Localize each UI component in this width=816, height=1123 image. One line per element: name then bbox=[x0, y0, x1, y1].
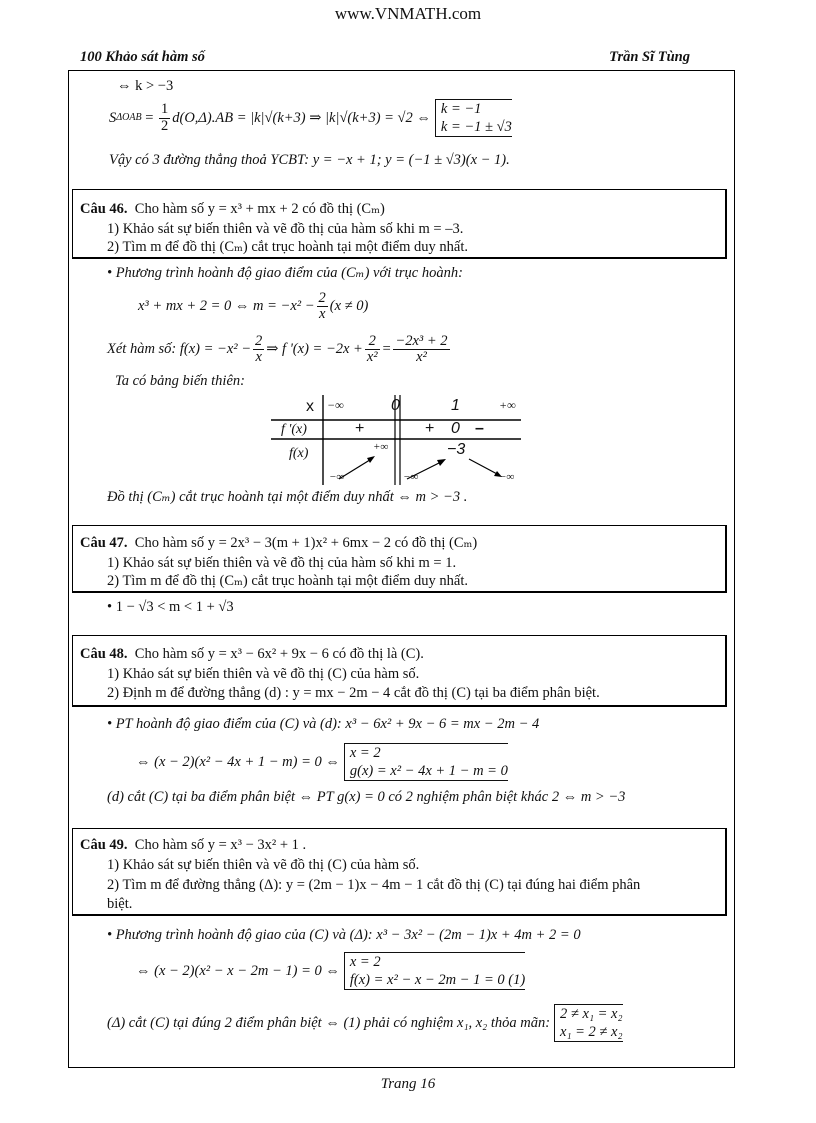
top-cases bbox=[435, 99, 512, 137]
question-46-part-1: 1) Khảo sát sự biến thiên và vẽ đồ thị của hàm số khi m = –3. bbox=[107, 221, 464, 237]
q46-solution-3-c: = bbox=[381, 341, 392, 358]
q46-fraction-a: $\frac{2}{x}$ bbox=[255, 333, 263, 366]
page-number: Trang 16 bbox=[380, 1076, 436, 1092]
question-46-part-2: 2) Tìm m để đồ thị (Cₘ) cắt trục hoành tại một điểm duy nhất. bbox=[107, 239, 468, 255]
question-47-part-1: 1) Khảo sát sự biến thiên và vẽ đồ thị của hàm số khi m = 1. bbox=[107, 555, 457, 571]
q46-solution-1: • Phương trình hoành độ giao điểm của (Cₘ) với trục hoành: bbox=[107, 265, 463, 281]
q46-fraction-b: $\frac{2}{\text{x²}}$ bbox=[366, 333, 378, 366]
fraction-half: $\frac{1}{2}$ bbox=[161, 101, 169, 134]
question-49-stem: Cho hàm số y = x³ − 3x² + 1 . bbox=[134, 837, 307, 853]
q48-solution-2 bbox=[136, 743, 508, 781]
vt-x-3: +∞ bbox=[499, 398, 516, 412]
question-49-part-1: 1) Khảo sát sự biến thiên và vẽ đồ thị (C) của hàm số. bbox=[107, 857, 420, 873]
vt-fp-sign-1: + bbox=[425, 420, 435, 437]
header-right-author: Trần Sĩ Tùng bbox=[609, 49, 690, 65]
vt-f-label: f(x) bbox=[289, 446, 309, 461]
vt-fp-label: f '(x) bbox=[281, 422, 307, 437]
q49-solution-3 bbox=[107, 1004, 623, 1042]
vt-x-label: x bbox=[306, 398, 314, 415]
question-46-stem-line bbox=[80, 201, 385, 218]
q46-fraction-2-over-x: $\frac{2}{x}$ bbox=[318, 290, 326, 323]
q49-solution-2-text: ⇔ (x − 2)(x² − x − 2m − 1) = 0 ⇔ bbox=[136, 962, 340, 979]
q46-solution-3 bbox=[107, 334, 452, 365]
question-46-stem: Cho hàm số y = x³ + mx + 2 có đồ thị (Cₘ) bbox=[134, 201, 385, 217]
question-46-label: Câu 46. bbox=[80, 201, 128, 217]
vt-f-2: −∞ bbox=[403, 471, 419, 483]
vt-fp-sign-0: + bbox=[355, 420, 365, 437]
q46-solution-3-a: Xét hàm số: f(x) = −x² − bbox=[107, 341, 252, 358]
q49-solution-1: • Phương trình hoành độ giao của (C) và (Δ): x³ − 3x² − (2m − 1)x + 4m + 2 = 0 bbox=[107, 927, 581, 943]
q48-cases bbox=[344, 743, 508, 781]
question-48-part-1: 1) Khảo sát sự biến thiên và vẽ đồ thị (C) của hàm số. bbox=[107, 666, 420, 682]
q48-solution-2-text: ⇔ (x − 2)(x² − 4x + 1 − m) = 0 ⇔ bbox=[136, 753, 340, 770]
top-conclusion: Vậy có 3 đường thẳng thoả YCBT: y = −x + 1; y = (−1 ± √3)(x − 1). bbox=[109, 152, 510, 168]
question-49-stem-line bbox=[80, 837, 306, 854]
q46-solution-4: Ta có bảng biến thiên: bbox=[115, 373, 245, 389]
top-line-2: S ΔOAB = $\frac{1}{2}$ d(O,Δ).AB = |k|√(k+3) ⇒ |k|√(k+3) = √2 ⇔ k = −1 k = −1 ± √3 bbox=[109, 99, 512, 137]
vt-f-4: −∞ bbox=[499, 471, 515, 483]
question-49-part-2a: 2) Tìm m để đường thẳng (Δ): y = (2m − 1)x − 4m − 1 cắt đồ thị (C) tại đúng hai điểm phân bbox=[107, 877, 641, 893]
q49-condition-1: 2 ≠ x₁ = x₂ bbox=[560, 1006, 623, 1022]
q46-solution-2-a: x³ + mx + 2 = 0 ⇔ m = −x² − bbox=[138, 298, 315, 315]
q49-condition-2: x₁ = 2 ≠ x₂ bbox=[560, 1024, 623, 1041]
question-49-part-2b: biệt. bbox=[107, 896, 133, 912]
vt-f-1: +∞ bbox=[373, 441, 389, 453]
top-case-1: k = −1 bbox=[440, 101, 482, 117]
variation-table bbox=[271, 395, 523, 485]
vt-f-0: −∞ bbox=[329, 471, 345, 483]
vt-f-3: −3 bbox=[447, 441, 466, 458]
q49-case-1: x = 2 bbox=[349, 954, 381, 970]
question-49-label: Câu 49. bbox=[80, 837, 128, 853]
q49-cases bbox=[344, 952, 525, 990]
site-url: www.VNMATH.com bbox=[334, 4, 482, 23]
question-48-part-2: 2) Định m để đường thẳng (d) : y = mx − 2m − 4 cắt đồ thị (C) tại ba điểm phân biệt. bbox=[107, 685, 600, 701]
question-47-part-2: 2) Tìm m để đồ thị (Cₘ) cắt trục hoành tại một điểm duy nhất. bbox=[107, 573, 468, 589]
top-case-2: k = −1 ± √3 bbox=[440, 119, 512, 136]
question-48-label: Câu 48. bbox=[80, 646, 128, 662]
question-47-stem: Cho hàm số y = 2x³ − 3(m + 1)x² + 6mx − 2 có đồ thị (Cₘ) bbox=[134, 535, 478, 551]
q49-solution-3-text: (Δ) cắt (C) tại đúng 2 điểm phân biệt ⇔ (1) phải có nghiệm x₁, x₂ thỏa mãn: bbox=[107, 1014, 551, 1031]
vt-x-0: −∞ bbox=[327, 398, 344, 412]
q46-solution-2-b: (x ≠ 0) bbox=[329, 298, 369, 315]
q48-case-1: x = 2 bbox=[349, 745, 381, 761]
q46-solution-2 bbox=[138, 291, 368, 322]
vt-fp-sign-2: – bbox=[475, 420, 484, 437]
top-line-1: ⇔ k > −3 bbox=[117, 78, 174, 94]
q48-solution-1: • PT hoành độ giao điểm của (C) và (d): x³ − 6x² + 9x − 6 = mx − 2m − 4 bbox=[107, 716, 540, 732]
q46-solution-5: Đồ thị (Cₘ) cắt trục hoành tại một điểm duy nhất ⇔ m > −3 . bbox=[107, 489, 468, 505]
area-symbol: S bbox=[109, 109, 117, 126]
q46-fraction-c: $\frac{\text{−2x³ + 2}}{\text{x²}}$ bbox=[395, 333, 448, 366]
question-48-stem: Cho hàm số y = x³ − 6x² + 9x − 6 có đồ thị là (C). bbox=[134, 646, 424, 662]
question-48-stem-line bbox=[80, 646, 424, 663]
q49-case-2: f(x) = x² − x − 2m − 1 = 0 (1) bbox=[349, 972, 526, 989]
vt-x-2: 1 bbox=[451, 397, 460, 414]
q48-solution-3: (d) cắt (C) tại ba điểm phân biệt ⇔ PT g(x) = 0 có 2 nghiệm phân biệt khác 2 ⇔ m > −3 bbox=[107, 789, 626, 805]
area-subscript: ΔOAB bbox=[116, 112, 142, 124]
vt-x-1: 0 bbox=[391, 397, 400, 414]
question-47-stem-line bbox=[80, 535, 477, 552]
q49-solution-2 bbox=[136, 952, 525, 990]
top-line-2-expr: d(O,Δ).AB = |k|√(k+3) ⇒ |k|√(k+3) = √2 ⇔ bbox=[172, 109, 431, 126]
q49-conditions bbox=[554, 1004, 622, 1042]
question-47-label: Câu 47. bbox=[80, 535, 128, 551]
q48-case-2: g(x) = x² − 4x + 1 − m = 0 bbox=[349, 763, 508, 780]
header-left-title: 100 Khảo sát hàm số bbox=[80, 49, 205, 65]
q47-solution-1: • 1 − √3 < m < 1 + √3 bbox=[107, 599, 234, 615]
vt-fp-zero: 0 bbox=[451, 420, 460, 437]
q46-solution-3-b: ⇒ f '(x) = −2x + bbox=[266, 341, 363, 358]
